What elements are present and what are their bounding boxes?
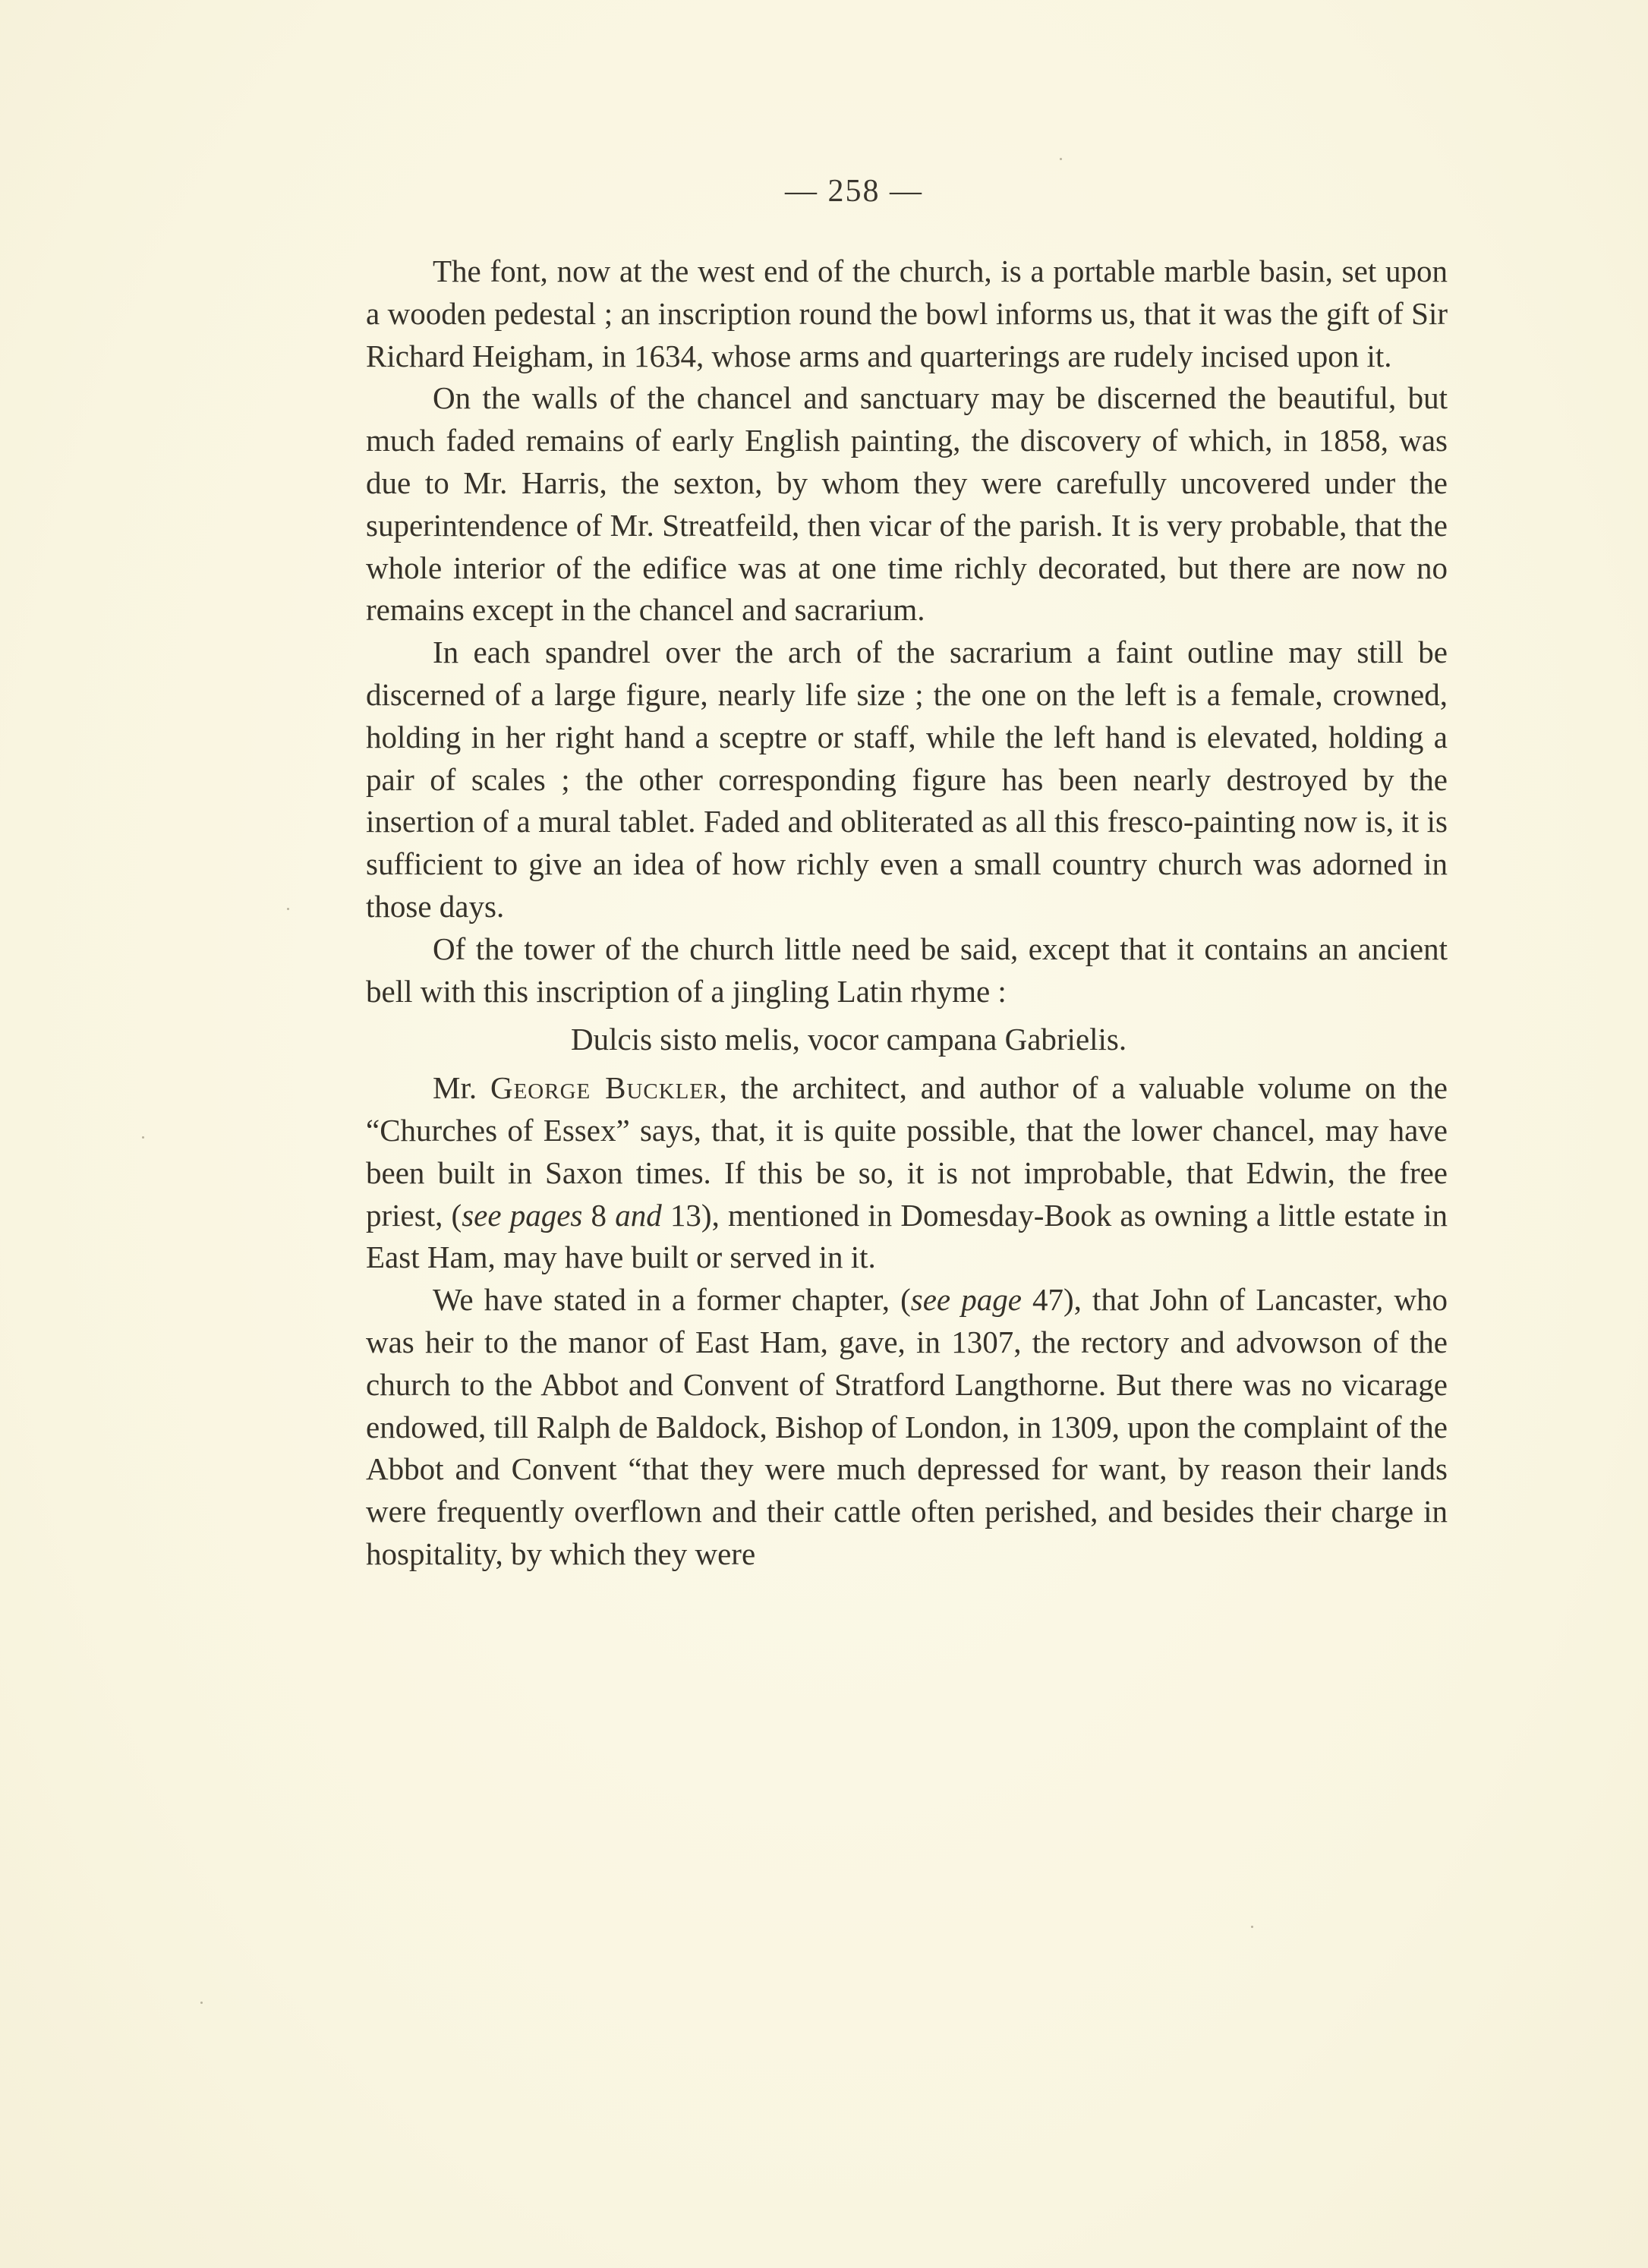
paper-speck: [200, 2002, 203, 2004]
bell-inscription: Dulcis sisto melis, vocor campana Gabrielis.: [571, 1022, 1127, 1057]
paragraph-font: The font, now at the west end of the church, is a portable marble basin, set upon a wooden pedestal ; an inscription round the bowl informs us, that it was the gift of Sir Richard Heigham, in 1634, whose arms and quarterings are rudely incised upon it.: [366, 254, 1448, 373]
paper-speck: [1060, 158, 1062, 160]
buckler-text-end: 13), mentioned in Domesday-Book as owning a little estate in East Ham, may have built or served in it.: [366, 1197, 1448, 1275]
paragraph-painting: On the walls of the chancel and sanctuary may be discerned the beautiful, but much faded remains of early English painting, the discovery of which, in 1858, was due to Mr. Harris, the sexton, by whom they were carefully uncovered under the superintendence of Mr. Streatfeild, then vicar of the parish. It is very probable, that the whole interior of the edifice was at one time richly decorated, but there are now no remains except in the chancel and sacrarium.: [366, 380, 1448, 628]
body-text: [366, 250, 1448, 1576]
buckler-text-before: Mr.: [433, 1070, 490, 1106]
paper-speck: [287, 908, 289, 910]
see-pages-reference: see pages: [462, 1197, 583, 1233]
lancaster-text-before: We have stated in a former chapter, (: [433, 1282, 911, 1318]
paragraph-tower: Of the tower of the church little need be said, except that it contains an ancient bell with this inscription of a jingling Latin rhyme :: [366, 931, 1448, 1009]
pages-number-1: 8: [582, 1197, 616, 1233]
and-reference: and: [615, 1197, 662, 1233]
paragraph-lancaster: [366, 1279, 1448, 1576]
paper-speck: [1251, 1926, 1253, 1928]
see-page-reference: see page: [910, 1282, 1022, 1318]
paragraph-spandrel: In each spandrel over the arch of the sacrarium a faint outline may still be discerned of a large figure, nearly life size ; the one on the left is a female, crowned, holding in her right hand a sceptre or staff, while the left hand is elevated, holding a pair of scales ; the other corresponding figure has been nearly destroyed by the insertion of a mural tablet. Faded and obliterated as all this fresco-painting now is, it is sufficient to give an idea of how richly even a small country church was adorned in those days.: [366, 635, 1448, 924]
buckler-text-middle: , the architect, and author of a valuable volume on the “Churches of Essex” says, that, it is quite possible, that the lower chancel, may have been built in Saxon times. If this be so, it is not improbable, that Edwin, the free priest, (: [366, 1070, 1448, 1233]
paragraph-buckler: [366, 1067, 1448, 1279]
paper-speck: [142, 1136, 144, 1139]
author-name: George Buckler: [490, 1070, 720, 1106]
page-number: — 258 —: [785, 174, 923, 209]
lancaster-text-after: 47), that John of Lancaster, who was heir to the manor of East Ham, gave, in 1307, the rectory and advowson of the church to the Abbot and Convent of Stratford Langthorne. But there was no vicarage endowed, till Ralph de Baldock, Bishop of London, in 1309, upon the complaint of the Abbot and Convent “that they were much depressed for want, by reason their lands were frequently overflown and their cattle often perished, and besides their charge in hospitality, by which they were: [366, 1282, 1448, 1571]
